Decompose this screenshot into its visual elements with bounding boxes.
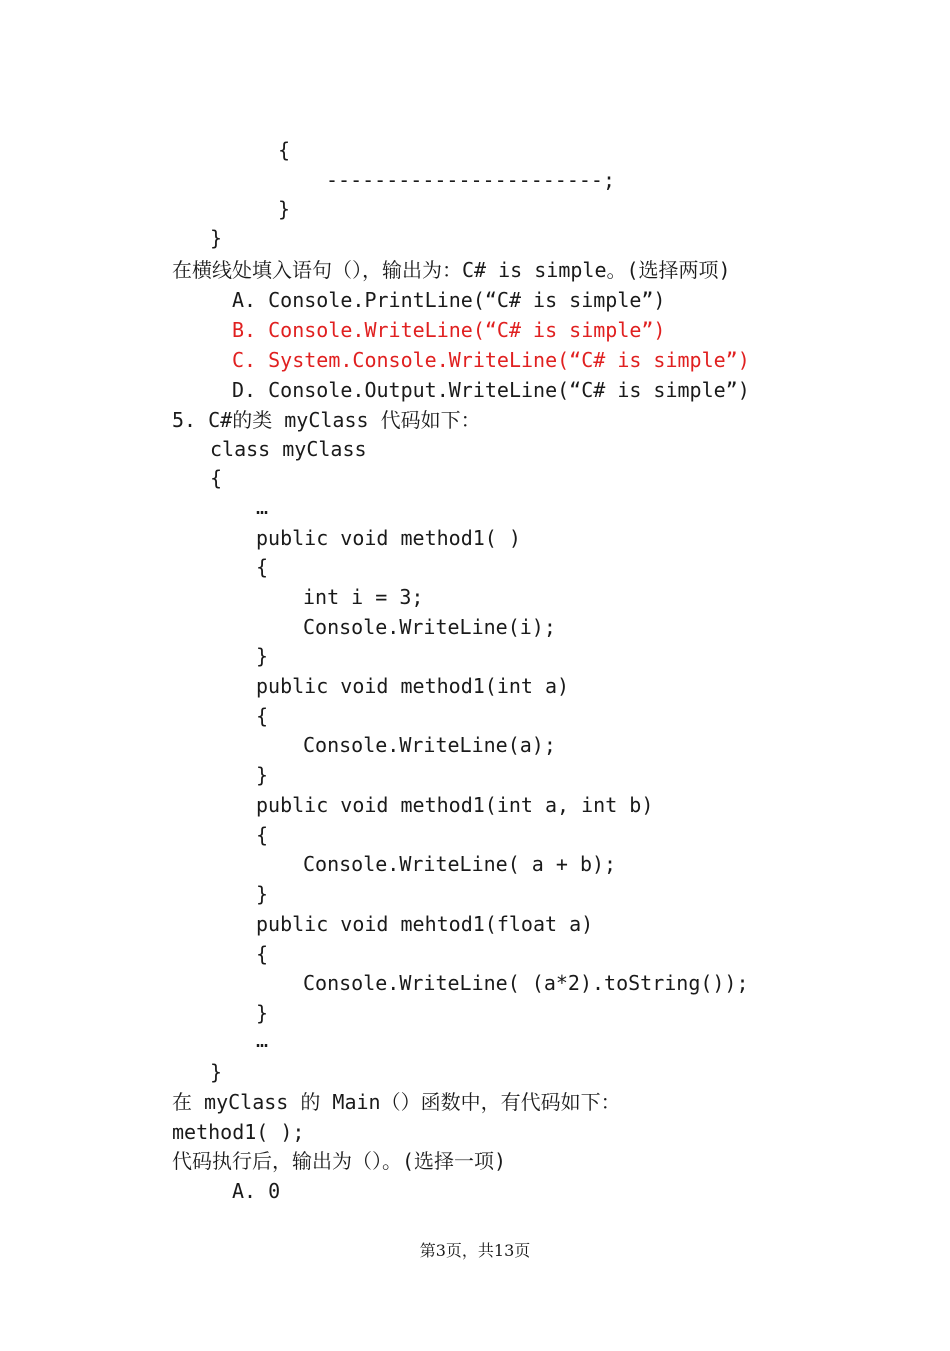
code-line: }: [256, 763, 269, 787]
code-line: {: [210, 466, 223, 490]
code-line: }: [210, 1060, 223, 1084]
code-ellipsis: …: [256, 495, 269, 519]
code-ellipsis: …: [256, 1028, 269, 1052]
code-open-brace: {: [278, 138, 291, 162]
option-a: A. 0: [232, 1179, 281, 1203]
option-a: A. Console.PrintLine(“C# is simple”): [232, 288, 666, 312]
code-line: public void mehtod1(float a): [256, 912, 594, 936]
option-d: D. Console.Output.WriteLine(“C# is simple”): [232, 378, 750, 402]
code-line: public void method1(int a): [256, 674, 570, 698]
option-b-correct: B. Console.WriteLine(“C# is simple”): [232, 318, 666, 342]
question-title: 5. C#的类 myClass 代码如下：: [172, 408, 481, 432]
page-number: 第3页，共13页: [419, 1241, 531, 1260]
code-line: }: [256, 1001, 269, 1025]
code-line: Console.WriteLine( a + b);: [303, 852, 617, 876]
question-prompt: 在横线处填入语句（），输出为：C# is simple。(选择两项): [172, 258, 731, 282]
code-line: {: [256, 704, 269, 728]
code-call: method1( );: [172, 1120, 305, 1144]
code-line: {: [256, 823, 269, 847]
code-close-brace: }: [278, 197, 291, 221]
code-line: }: [256, 882, 269, 906]
question-prompt: 代码执行后，输出为（）。(选择一项): [172, 1149, 507, 1173]
code-line: {: [256, 555, 269, 579]
code-line: Console.WriteLine(i);: [303, 615, 556, 639]
option-c-correct: C. System.Console.WriteLine(“C# is simple”): [232, 348, 750, 372]
question-context: 在 myClass 的 Main（）函数中，有代码如下：: [172, 1090, 621, 1114]
code-line: class myClass: [210, 437, 367, 461]
code-line: public void method1( ): [256, 526, 521, 550]
code-line: Console.WriteLine(a);: [303, 733, 556, 757]
code-line: public void method1(int a, int b): [256, 793, 654, 817]
code-line: Console.WriteLine( (a*2).toString());: [303, 971, 749, 995]
fill-in-blank: -----------------------;: [326, 168, 615, 192]
code-line: int i = 3;: [303, 585, 424, 609]
code-close-brace: }: [210, 226, 223, 250]
code-line: }: [256, 644, 269, 668]
code-line: {: [256, 942, 269, 966]
